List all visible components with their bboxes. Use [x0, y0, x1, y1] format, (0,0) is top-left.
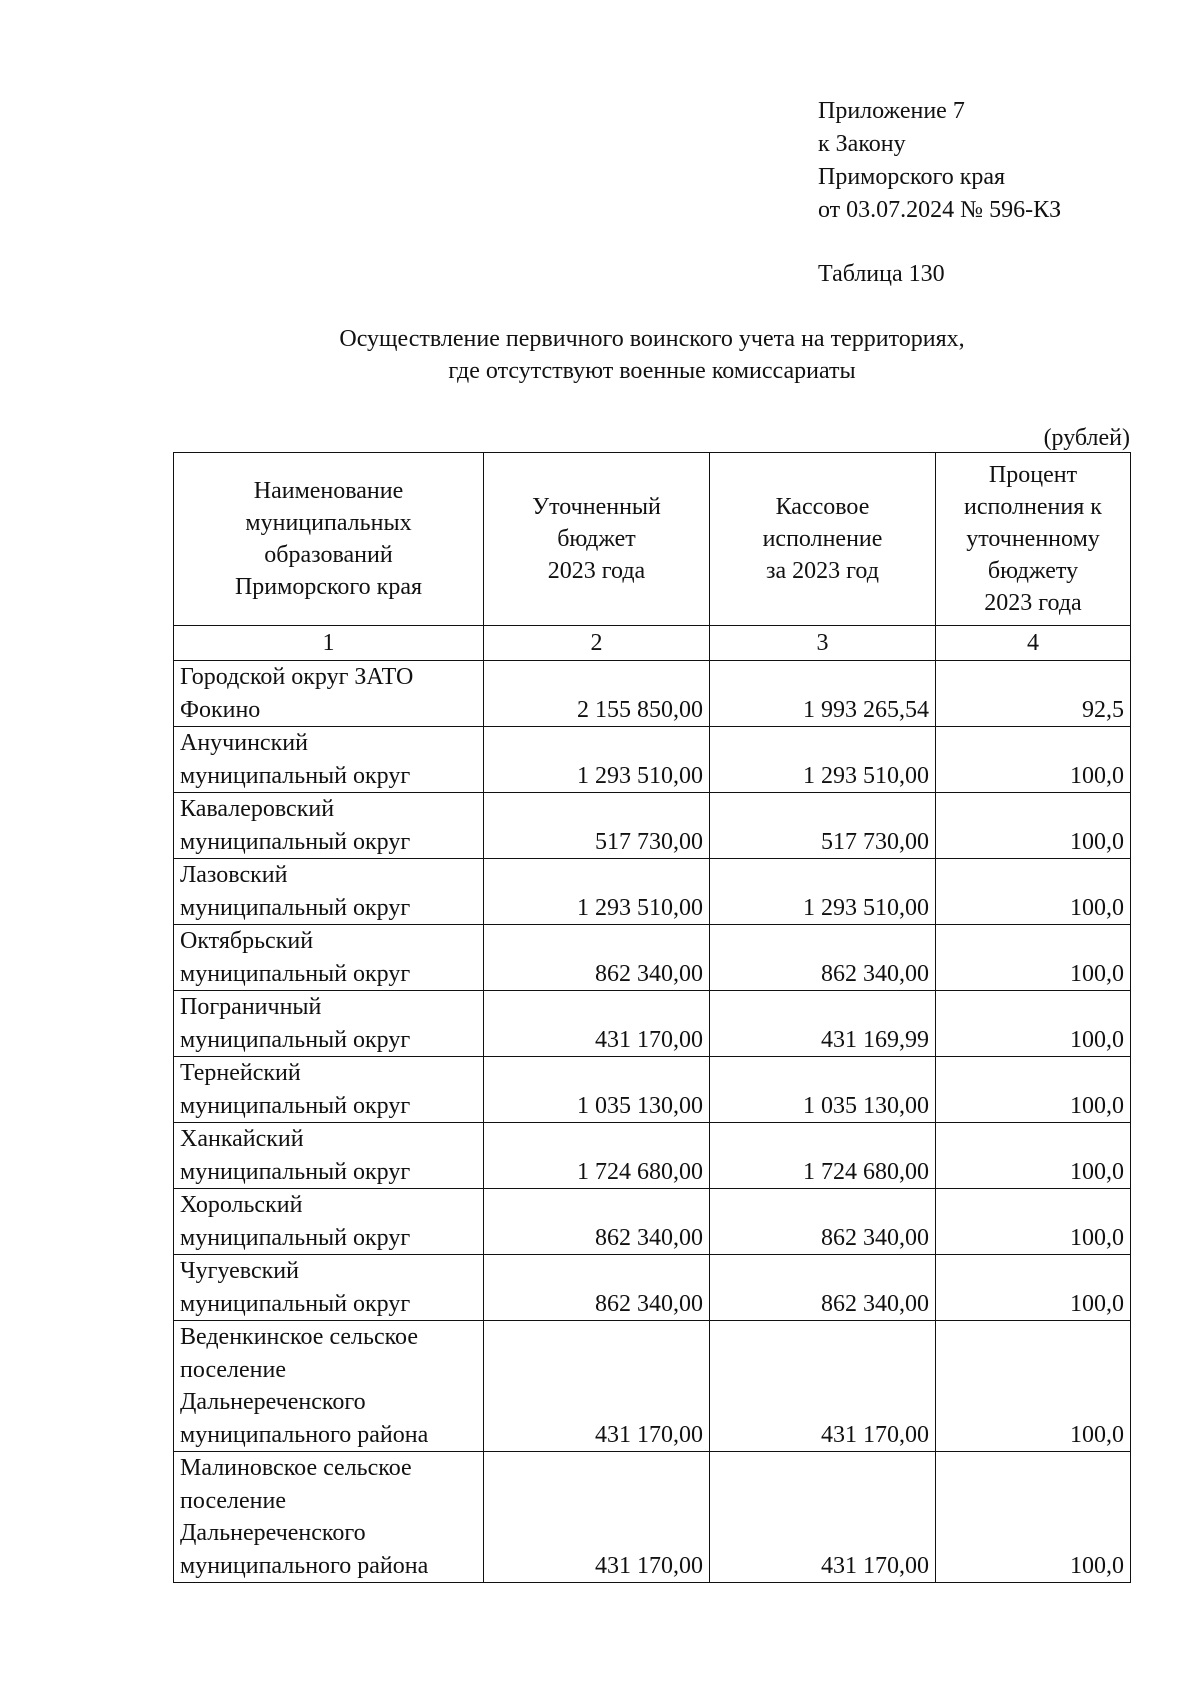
municipality-name-line: муниципальный округ: [180, 762, 411, 789]
header-line: бюджету: [987, 558, 1079, 584]
refined-budget-value: 1 293 510,00: [484, 859, 710, 925]
municipality-name-line: Октябрьский: [180, 928, 314, 954]
cash-execution-value: 862 340,00: [710, 1255, 936, 1321]
cash-execution-value: 431 170,00: [710, 1452, 936, 1583]
municipality-name-line: муниципальный округ: [180, 1290, 411, 1317]
execution-percent-value: 92,5: [936, 661, 1131, 727]
header-line: исполнения к: [964, 494, 1102, 520]
execution-percent-value: 100,0: [936, 1189, 1131, 1255]
header-line: бюджет: [557, 526, 636, 552]
municipality-name-line: Ханкайский: [180, 1126, 304, 1152]
header-row: [174, 453, 1131, 626]
municipality-name-line: Дальнереченского: [180, 1520, 366, 1546]
header-line: Уточненный: [532, 494, 661, 520]
refined-budget-value: 1 724 680,00: [484, 1123, 710, 1189]
cash-execution-value: 1 724 680,00: [710, 1123, 936, 1189]
appendix-line: к Закону: [818, 131, 906, 157]
refined-budget-value: 862 340,00: [484, 1255, 710, 1321]
municipality-name-line: Городской округ ЗАТО: [180, 664, 414, 690]
municipality-name: [174, 661, 484, 727]
table-row: [174, 925, 1131, 991]
municipality-name: [174, 1321, 484, 1452]
municipality-name-line: Хорольский: [180, 1192, 303, 1218]
table-row: [174, 991, 1131, 1057]
municipality-name-line: Кавалеровский: [180, 796, 335, 822]
table-row: [174, 661, 1131, 727]
cash-execution-value: 1 293 510,00: [710, 859, 936, 925]
municipality-name-line: Пограничный: [180, 994, 322, 1020]
header-municipality: [174, 453, 484, 626]
cash-execution-value: 1 293 510,00: [710, 727, 936, 793]
header-line: исполнение: [762, 526, 883, 552]
refined-budget-value: 1 293 510,00: [484, 727, 710, 793]
budget-table: [173, 452, 1131, 1583]
header-line: за 2023 год: [766, 558, 879, 584]
units-label: (рублей): [1043, 425, 1130, 451]
municipality-name-line: поселение: [180, 1487, 287, 1514]
header-line: Наименование: [253, 478, 404, 504]
municipality-name-line: муниципальный округ: [180, 1158, 411, 1185]
municipality-name-line: муниципальный округ: [180, 828, 411, 855]
execution-percent-value: 100,0: [936, 793, 1131, 859]
cash-execution-value: 862 340,00: [710, 1189, 936, 1255]
document-title: [172, 323, 1132, 387]
municipality-name: [174, 859, 484, 925]
municipality-name-line: Фокино: [180, 696, 261, 723]
cash-execution-value: 517 730,00: [710, 793, 936, 859]
table-row: [174, 1057, 1131, 1123]
appendix-line: от 03.07.2024 № 596-КЗ: [818, 197, 1062, 223]
refined-budget-value: 862 340,00: [484, 925, 710, 991]
table-row: [174, 1255, 1131, 1321]
table-body: [174, 626, 1131, 1583]
column-number: 3: [710, 626, 936, 661]
refined-budget-value: 431 170,00: [484, 991, 710, 1057]
municipality-name-line: Лазовский: [180, 862, 288, 888]
execution-percent-value: 100,0: [936, 1452, 1131, 1583]
municipality-name-line: муниципальный округ: [180, 960, 411, 987]
table-row: [174, 1321, 1131, 1452]
municipality-name: [174, 793, 484, 859]
municipality-name-line: Анучинский: [180, 730, 308, 756]
header-line: 2023 года: [984, 590, 1082, 616]
appendix-line: Приложение 7: [818, 98, 965, 124]
column-number: 2: [484, 626, 710, 661]
header-line: образований: [264, 542, 393, 568]
header-line: Приморского края: [234, 574, 423, 600]
cash-execution-value: 1 993 265,54: [710, 661, 936, 727]
header-line: 2023 года: [547, 558, 646, 584]
municipality-name-line: Чугуевский: [180, 1258, 299, 1284]
refined-budget-value: 862 340,00: [484, 1189, 710, 1255]
appendix-block: [818, 95, 1061, 227]
municipality-name-line: Дальнереченского: [180, 1389, 366, 1415]
header-line: Кассовое: [775, 494, 870, 520]
column-number: 1: [174, 626, 484, 661]
cash-execution-value: 1 035 130,00: [710, 1057, 936, 1123]
appendix-line: Приморского края: [818, 164, 1006, 190]
table-number: Таблица 130: [818, 261, 945, 287]
refined-budget-value: 431 170,00: [484, 1321, 710, 1452]
table-header: [174, 453, 1131, 626]
column-number: 4: [936, 626, 1131, 661]
execution-percent-value: 100,0: [936, 727, 1131, 793]
municipality-name-line: Веденкинское сельское: [180, 1324, 418, 1350]
table-row: [174, 859, 1131, 925]
execution-percent-value: 100,0: [936, 1255, 1131, 1321]
header-refined-budget: [484, 453, 710, 626]
header-cash-execution: [710, 453, 936, 626]
municipality-name: [174, 1123, 484, 1189]
municipality-name-line: муниципальный округ: [180, 894, 411, 921]
cash-execution-value: 431 169,99: [710, 991, 936, 1057]
municipality-name-line: муниципальный округ: [180, 1224, 411, 1251]
execution-percent-value: 100,0: [936, 991, 1131, 1057]
execution-percent-value: 100,0: [936, 1321, 1131, 1452]
municipality-name-line: муниципального района: [180, 1552, 429, 1579]
table-row: [174, 793, 1131, 859]
header-line: уточненному: [966, 526, 1100, 552]
execution-percent-value: 100,0: [936, 1057, 1131, 1123]
municipality-name: [174, 925, 484, 991]
municipality-name: [174, 1255, 484, 1321]
municipality-name-line: Малиновское сельское: [180, 1455, 412, 1481]
execution-percent-value: 100,0: [936, 925, 1131, 991]
title-line: Осуществление первичного воинского учета на территориях,: [339, 326, 965, 352]
refined-budget-value: 1 035 130,00: [484, 1057, 710, 1123]
header-line: муниципальных: [245, 510, 412, 536]
table-row: [174, 1189, 1131, 1255]
cash-execution-value: 431 170,00: [710, 1321, 936, 1452]
header-line: Процент: [988, 462, 1078, 488]
municipality-name: [174, 1452, 484, 1583]
municipality-name-line: поселение: [180, 1356, 287, 1383]
title-line: где отсутствуют военные комиссариаты: [448, 358, 856, 384]
refined-budget-value: 431 170,00: [484, 1452, 710, 1583]
municipality-name-line: муниципальный округ: [180, 1026, 411, 1053]
execution-percent-value: 100,0: [936, 1123, 1131, 1189]
refined-budget-value: 2 155 850,00: [484, 661, 710, 727]
header-execution-percent: [936, 453, 1131, 626]
table-row: [174, 1452, 1131, 1583]
refined-budget-value: 517 730,00: [484, 793, 710, 859]
municipality-name: [174, 1057, 484, 1123]
execution-percent-value: 100,0: [936, 859, 1131, 925]
cash-execution-value: 862 340,00: [710, 925, 936, 991]
table-row: [174, 727, 1131, 793]
municipality-name: [174, 727, 484, 793]
municipality-name: [174, 1189, 484, 1255]
municipality-name-line: муниципального района: [180, 1421, 429, 1448]
column-number-row: [174, 626, 1131, 661]
municipality-name-line: муниципальный округ: [180, 1092, 411, 1119]
municipality-name-line: Тернейский: [180, 1060, 301, 1086]
table-row: [174, 1123, 1131, 1189]
municipality-name: [174, 991, 484, 1057]
